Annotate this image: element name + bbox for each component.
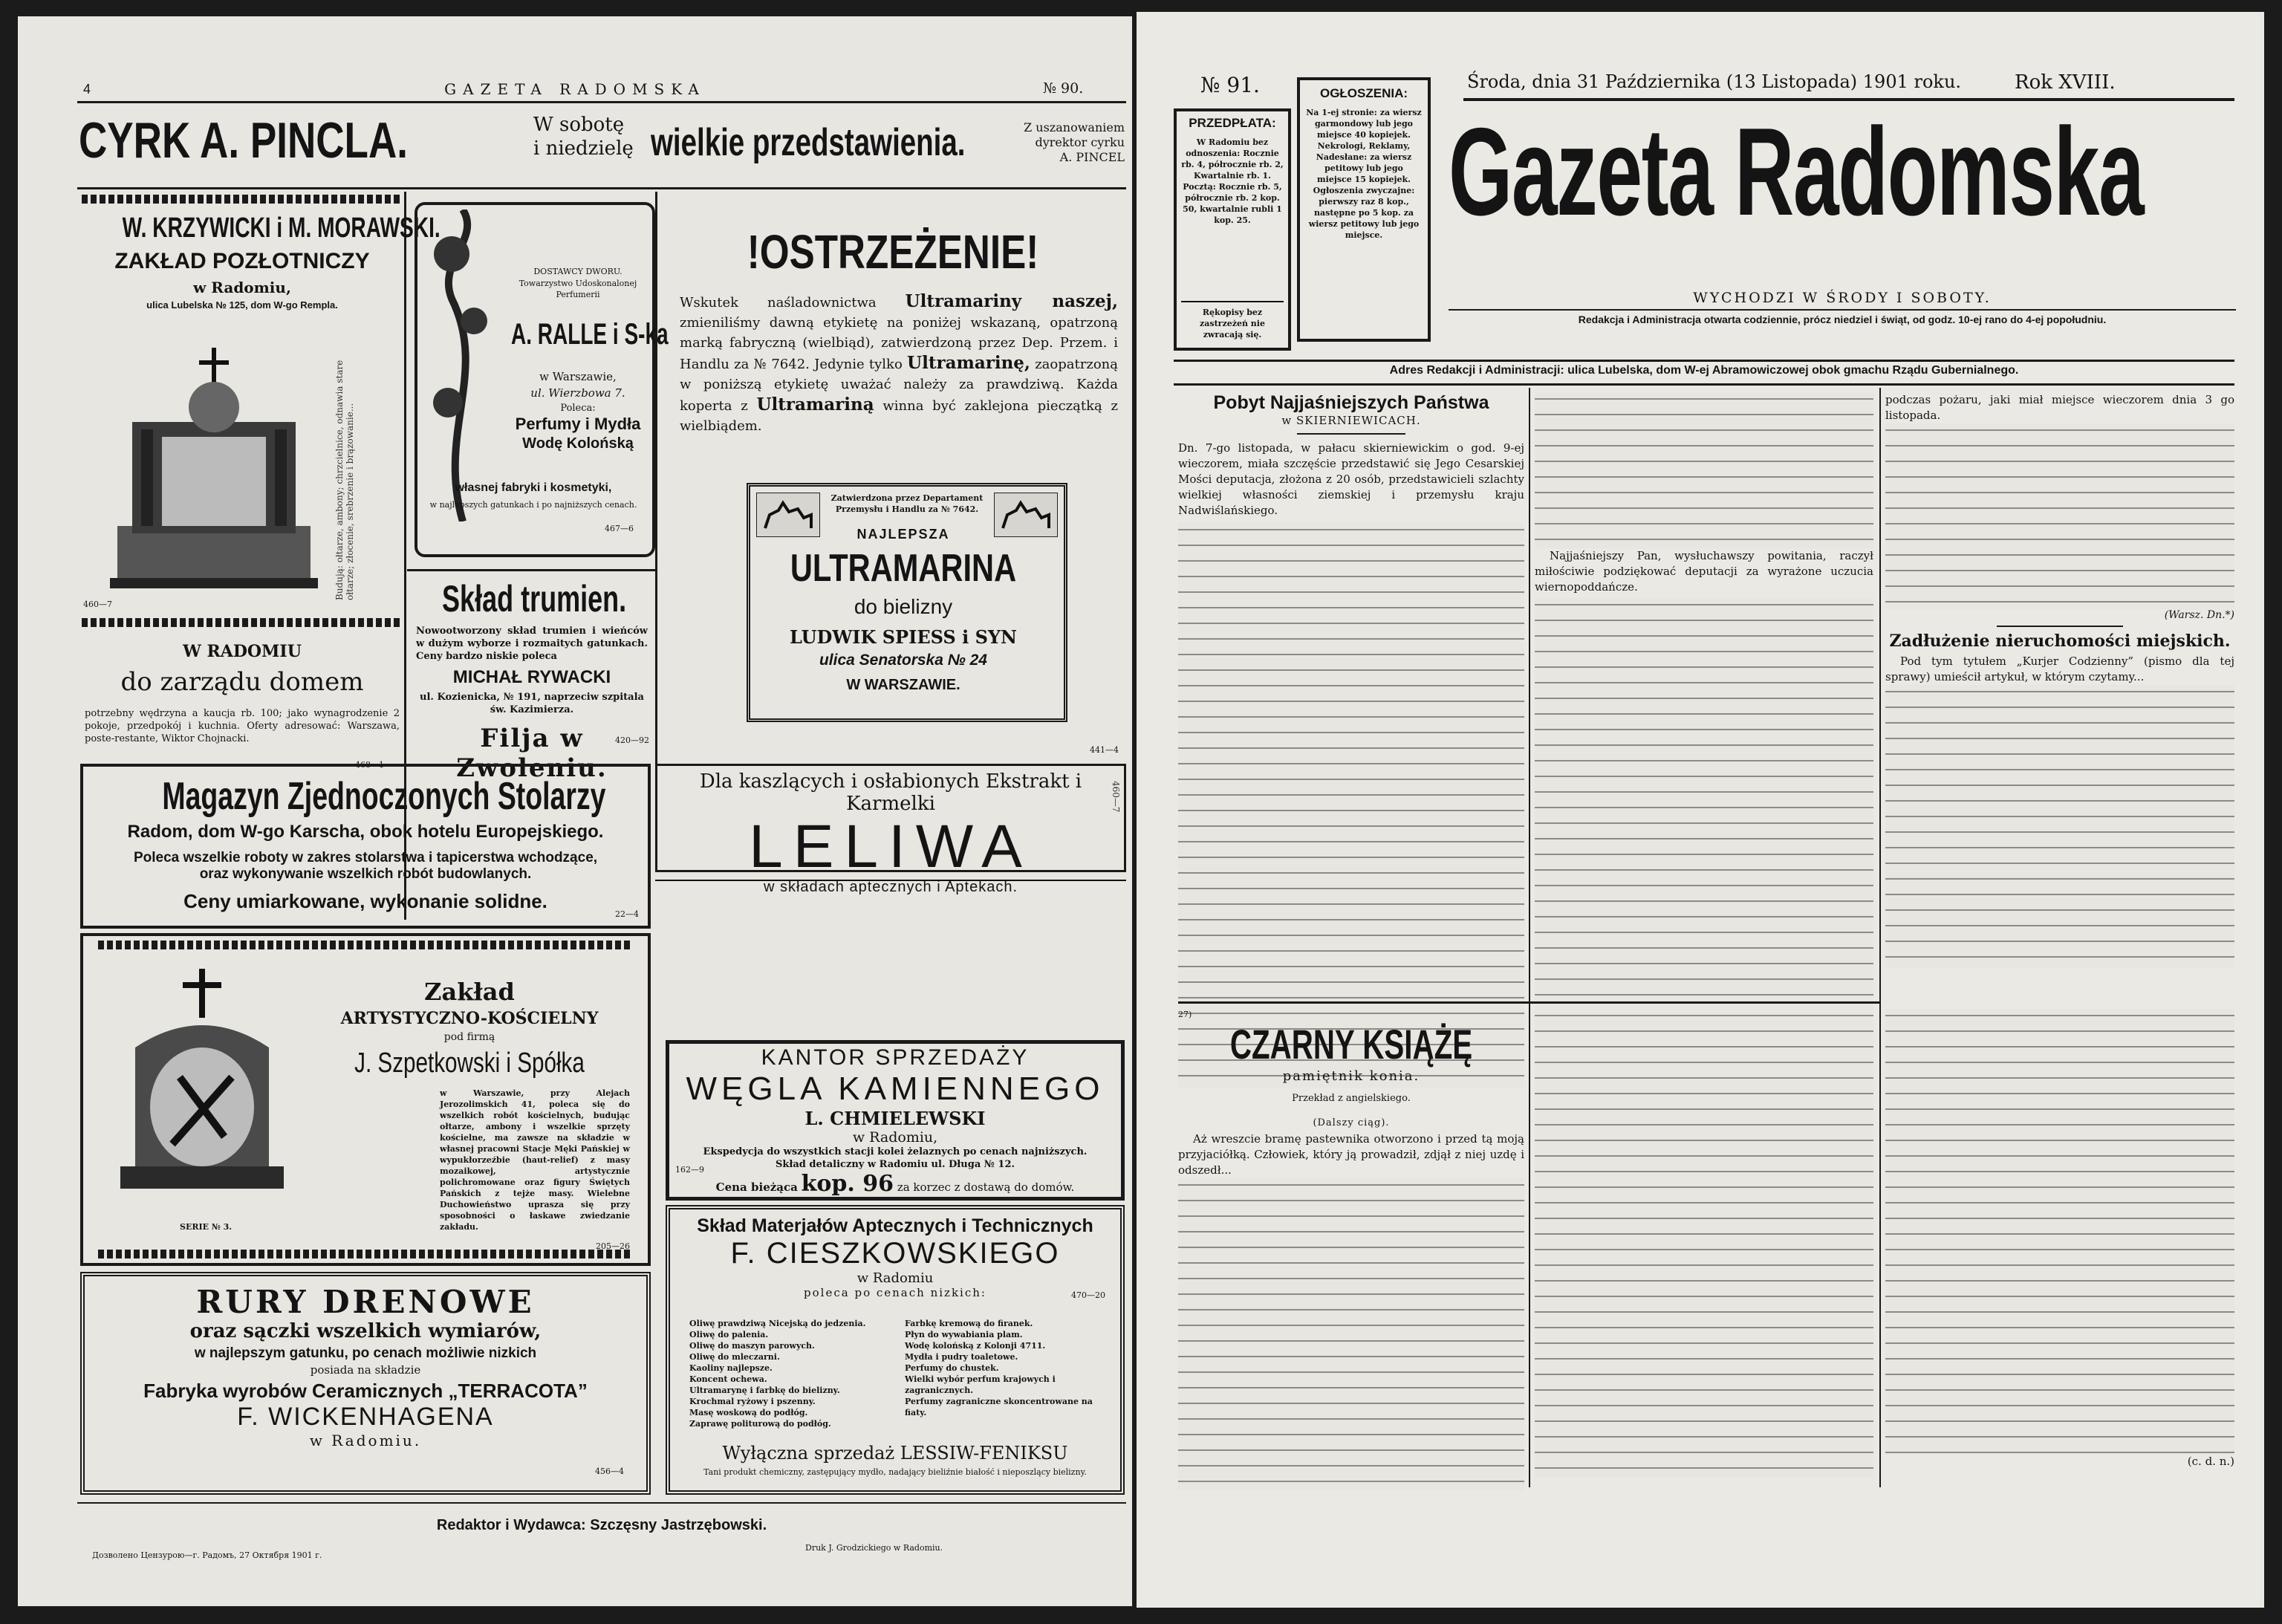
cieszkowski-item: Wielki wybór perfum krajowych i zagranicznych. (905, 1374, 1056, 1395)
krzywicki-address: ulica Lubelska № 125, dom W-go Rempla. (146, 299, 338, 311)
col3-text-continued (1885, 423, 2234, 609)
cieszkowski-item: Masę woskową do podłóg. (689, 1408, 808, 1417)
leliwa-ref: 460—7 (1111, 781, 1121, 813)
cieszkowski-item: Krochmal ryżowy i pszenny. (689, 1397, 816, 1406)
ostrzezenie-title: !OSTRZEŻENIE! (747, 225, 1039, 279)
cyrk-shows: wielkie przedstawienia. (651, 121, 966, 164)
cieszkowski-foot2: Tani produkt chemiczny, zastępujący mydło, nadający bieliźnie białość i nieposzlący bielizny. (703, 1467, 1087, 1477)
ostrzezenie-body (680, 291, 1118, 436)
ziemba-prices (655, 880, 1126, 881)
ziemba-ad (655, 875, 1126, 1036)
right-page (1137, 12, 2264, 1608)
prenumerata-body: W Radomiu bez odnoszenia: Rocznie rb. 4, półrocznie rb. 2, Kwartalnie rb. 1. Pocztą: Rocznie rb. 5, półrocznie rb. 2 kop. 50, kwartalnie rubli 1 kop. 25. (1181, 137, 1284, 225)
right-column (1885, 392, 2234, 967)
pobyt-title: Pobyt Najjaśniejszych Państwa (1213, 392, 1489, 413)
col3-text: podczas pożaru, jaki miał miejsce wieczorem dnia 3 go listopada. (1885, 393, 2234, 422)
krzywicki-name: W. KRZYWICKI i M. MORAWSKI. (122, 212, 441, 244)
krzywicki-city: w Radomiu, (193, 279, 291, 296)
ogloszenia-body: Na 1-ej stronie: za wiersz garmondowy lub jego miejsce 40 kopiejek. Nekrologi, Reklamy, Nadesłane: za wiersz petitowy lub jego miejsce 15 kopiejek. Ogłoszenia zwyczajne: pierwszy raz 8 kop., następne po 5 kop. za wiersz petitowy lub jego miejsce. (1306, 108, 1422, 240)
label-approval: Zatwierdzona przez Departament Przemysłu i Handlu za № 7642. (830, 493, 984, 514)
leliwa-top: Dla kaszlących i osłabionych Ekstrakt i Karmelki (699, 770, 1082, 815)
printer-line: Druk J. Grodzickiego w Radomiu. (805, 1543, 943, 1553)
domem-body: potrzebny wędrzyna a kaucja rb. 100; jako wynagrodzenie 2 pokoje, przedpokój i kuchnia. Oferty adresować: Warszawa, poste-restante, Wiktor Chojnacki. (85, 708, 400, 744)
editorial-address: Adres Redakcji i Administracji: ulica Lubelska, dom W-ej Abramowiczowej obok gmachu Rządu Gubernialnego. (1389, 364, 2019, 377)
magazyn-prices: Ceny umiarkowane, wykonanie solidne. (183, 890, 547, 912)
pobyt-text: Dn. 7-go listopada, w pałacu skierniewickim o god. 9-ej wieczorem, miała szczęście przedstawić się Jego Cesarskiej Mości deputacja, złożona z 20 osób, przedstawicieli szlachty wielkiej własności ziemskiej i przemysłu kraju Nadwiślańskiego. (1178, 441, 1524, 517)
ostrzezenie-ad (655, 192, 1126, 764)
kantor-price-line (669, 1171, 1121, 1197)
col2-italic-text (1535, 392, 1873, 548)
czarny-title: CZARNY KSIĄŻĘ (1229, 1021, 1473, 1068)
altar-illustration (103, 340, 325, 593)
running-title: GAZETA RADOMSKA (444, 80, 706, 98)
magazyn-ref: 22—4 (615, 909, 639, 919)
footer-rule (77, 1502, 1126, 1504)
domem-city: W RADOMIU (183, 642, 302, 661)
ostrzezenie-highlight-3: Ultramariną (756, 394, 874, 415)
ralle-ad (407, 192, 669, 563)
czarny-col2 (1535, 1009, 1873, 1477)
rury-ref: 456—4 (595, 1467, 624, 1476)
ostrzezenie-highlight-2: Ultramarinę, (907, 353, 1030, 373)
magazyn-address: Radom, dom W-go Karscha, obok hotelu Europejskiego. (127, 822, 604, 842)
ralle-supplier: DOSTAWCY DWORU. (533, 267, 622, 276)
label-use: do bielizny (854, 595, 953, 618)
rury-factory: Fabryka wyrobów Ceramicznych „TERRACOTA” (143, 1380, 588, 1402)
pobyt-place: w SKIERNIEWICACH. (1281, 414, 1421, 427)
cieszkowski-city: w Radomiu (856, 1270, 934, 1286)
krzywicki-business: ZAKŁAD POZŁOTNICZY (114, 249, 370, 273)
kantor-coal: WĘGLA KAMIENNEGO (686, 1071, 1105, 1107)
cieszkowski-name: F. CIESZKOWSKIEGO (730, 1237, 1060, 1270)
cieszkowski-item: Wodę kolońską z Kolonji 4711. (905, 1341, 1046, 1351)
prenumerata-title: PRZEDPŁATA: (1189, 116, 1276, 130)
ralle-society: Towarzystwo Udoskonalonej Perfumerii (519, 279, 637, 299)
czarny-end: (c. d. n.) (2187, 1455, 2234, 1468)
label-city: W WARSZAWIE. (846, 677, 960, 693)
trumien-title: Skład trumien. (442, 578, 627, 620)
czarny-col3-text (1885, 1009, 2234, 1455)
ralle-water: Wodę Kolońską (522, 435, 634, 452)
leliwa-sub: w składach aptecznych i Aptekach. (763, 879, 1018, 895)
issue-number: № 91. (1200, 73, 1260, 97)
masthead-top-rule (1463, 98, 2234, 101)
ralle-street: ul. Wierzbowa 7. (530, 386, 625, 400)
header-rule (77, 101, 1126, 103)
prenumerata-note: Rękopisy bez zastrzeżeń nie zwracają się. (1181, 301, 1284, 340)
cieszkowski-item: Ultramarynę i farbkę do bielizny. (689, 1386, 840, 1395)
cieszkowski-list-right (905, 1318, 1113, 1418)
magazyn-ad (80, 764, 651, 929)
col3-signature: (Warsz. Dn.*) (2164, 609, 2234, 621)
ralle-products: Perfumy i Mydła (515, 415, 641, 433)
label-street: ulica Senatorska № 24 (819, 652, 987, 669)
office-hours: Redakcja i Administracja otwarta codziennie, prócz niedziel i świąt, od godz. 10-ej rano do 4-ej popołudniu. (1578, 314, 2107, 325)
cyrk-rule (77, 187, 1126, 189)
ralle-ref: 467—6 (605, 524, 634, 533)
cieszkowski-ad (666, 1205, 1125, 1495)
ostrzezenie-text-d: winna być zaklejona pieczątką z wielbiądem. (680, 398, 1118, 434)
ogloszenia-box (1297, 77, 1431, 342)
label-maker: LUDWIK SPIESS i SYN (790, 626, 1017, 648)
czarny-subtitle: pamiętnik konia. (1282, 1068, 1420, 1084)
cieszkowski-foot: Wyłączna sprzedaż LESSIW-FENIKSU (722, 1443, 1068, 1464)
kantor-price: kop. 96 (801, 1171, 894, 1197)
cieszkowski-item: Kaoliny najlepsze. (689, 1363, 773, 1373)
left-page (18, 16, 1132, 1606)
address-rule (1174, 383, 2234, 386)
szpetkowski-ad (80, 933, 651, 1266)
column-rule-1 (1529, 388, 1530, 1487)
czarny-translation: Przekład z angielskiego. (1292, 1093, 1411, 1104)
cieszkowski-item: Perfumy zagraniczne skoncentrowane na fiaty. (905, 1397, 1093, 1417)
czarny-continued: (Dalszy ciąg). (1313, 1117, 1390, 1128)
czarny-text: Aż wreszcie bramę pastewnika otworzono i przed tą moją przyjaciółką. Człowiek, który ją prowadził, zdjął z niej uzdę i odszedł... (1178, 1132, 1524, 1177)
cieszkowski-item: Zaprawę politurową do podłóg. (689, 1419, 831, 1429)
magazyn-title: Magazyn Zjednoczonych Stolarzy (162, 775, 606, 818)
czarny-text-continued (1178, 1178, 1524, 1490)
pobyt-article (1178, 389, 1524, 1088)
publication-frequency: WYCHODZI W ŚRODY I SOBOTY. (1693, 290, 1992, 306)
cieszkowski-title: Skład Materjałów Aptecznych i Technicznych (697, 1215, 1093, 1236)
cyrk-signature: Z uszanowaniem dyrektor cyrku A. PINCEL (1024, 120, 1125, 164)
cieszkowski-item: Oliwę prawdziwą Nicejską do jedzenia. (689, 1319, 866, 1328)
issue-number: № 90. (1043, 80, 1084, 97)
cieszkowski-item: Oliwę do mleczarni. (689, 1352, 780, 1362)
censor-line: Дозволено Цензурою—г. Радомъ, 27 Октября 1901 г. (92, 1550, 322, 1560)
ralle-own: własnej fabryki i kosmetyki, (455, 481, 612, 494)
trumien-branch: Filja w Zwoleniu. (456, 724, 608, 783)
zadluzenie-text-continued (1885, 685, 2234, 967)
cieszkowski-item: Płyn do wywabiania plam. (905, 1330, 1023, 1339)
trumien-owner: MICHAŁ RYWACKI (452, 667, 611, 687)
czarny-col3 (1885, 1009, 2234, 1468)
rury-sub: oraz sączki wszelkich wymiarów, (189, 1320, 542, 1342)
pobyt-article-col2 (1535, 392, 1873, 1059)
domem-title: do zarządu domem (120, 667, 364, 697)
kantor-city: w Radomiu, (852, 1129, 938, 1146)
leliwa-name: LELIWA (749, 813, 1033, 880)
czarny-ksiaze-article (1178, 1009, 1524, 1490)
cieszkowski-item: Oliwę do maszyn parowych. (689, 1341, 815, 1351)
rury-quality: w najlepszym gatunku, po cenach możliwie nizkich (194, 1345, 537, 1361)
szpetkowski-ref: 205—26 (596, 1241, 630, 1251)
ostrzezenie-ref: 441—4 (1090, 745, 1119, 755)
ogloszenia-title: OGŁOSZENIA: (1319, 86, 1408, 100)
prenumerata-box (1174, 108, 1291, 351)
kantor-body: Ekspedycja do wszystkich stacji kolei żelaznych po cenach najniższych. (703, 1146, 1088, 1157)
szpetkowski-firm: pod firmą (443, 1031, 495, 1043)
kantor-ref: 162—9 (675, 1165, 704, 1175)
ultramarina-label (747, 483, 1067, 722)
pobyt-divider (1297, 433, 1405, 435)
dateline: Środa, dnia 31 Października (13 Listopada) 1901 roku. (1467, 71, 1962, 92)
column-rule-2 (1879, 388, 1881, 1487)
zadluzenie-text: Pod tym tytułem „Kurjer Codzienny” (pismo dla tej sprawy) umieścił artykuł, w którym czytamy... (1885, 655, 2234, 683)
cieszkowski-list-left (689, 1318, 890, 1429)
cieszkowski-item: Farbkę kremową do firanek. (905, 1319, 1033, 1328)
szpetkowski-title: Zakład (424, 978, 515, 1006)
ostrzezenie-text-c: zaopatrzoną w poniższą etykietę uważać należy za prawdziwą. Każda koperta z (680, 357, 1118, 414)
kantor-shop: Skład detaliczny w Radomiu ul. Długa № 12. (775, 1159, 1015, 1170)
trumien-body: Nowootworzony skład trumien i wieńców w dużym wyborze i rozmaitych gatunkach. Ceny bardzo niskie poleca (416, 626, 648, 662)
cieszkowski-ref: 470—20 (1071, 1290, 1105, 1300)
ostrzezenie-text-a: Wskutek naśladownictwa (680, 295, 877, 311)
kantor-title: KANTOR SPRZEDAŻY (761, 1045, 1030, 1070)
newspaper-title: Gazeta Radomska (1449, 102, 2144, 241)
ralle-quality: w najlepszych gatunkach i po najniższych cenach. (429, 500, 637, 510)
magazyn-offer: Poleca wszelkie roboty w zakres stolarstwa i tapicerstwa wchodzące, oraz wykonywanie wszelkich robót budowlanych. (133, 850, 598, 882)
zadluzenie-title: Zadłużenie nieruchomości miejskich. (1889, 631, 2231, 651)
stations-of-cross-illustration (105, 966, 299, 1204)
kantor-price-tail: za korzec z dostawą do domów. (897, 1180, 1075, 1194)
masthead-rule (1449, 309, 2236, 311)
cieszkowski-item: Perfumy do chustek. (905, 1363, 999, 1373)
col2-text-continued (1535, 598, 1873, 1059)
editor-line: Redaktor i Wydawca: Szczęsny Jastrzębowski. (436, 1517, 767, 1533)
cieszkowski-item: Koncent ochewa. (689, 1374, 767, 1384)
ostrzezenie-highlight-1: Ultramariny naszej, (905, 291, 1118, 311)
trumien-address: ul. Kozienicka, № 191, naprzeciw szpitala św. Kazimierza. (420, 692, 644, 715)
ralle-city: w Warszawie, (539, 370, 617, 383)
krzywicki-side-text: Budują: ołtarze, ambony; chrzcielnice, odnawia stare ołtarze; złocenie, srebrzenie i brązowanie... (334, 360, 355, 600)
szpetkowski-kind: ARTYSTYCZNO-KOŚCIELNY (340, 1009, 599, 1028)
ralle-name: A. RALLE i S-ka (511, 318, 669, 351)
ralle-flower-illustration (422, 210, 504, 522)
label-product: ULTRAMARINA (790, 547, 1017, 590)
col2-text: Najjaśniejszy Pan, wysłuchawszy powitania, raczył miłościwie podziękować deputacji za wyrażone uczucia wiernopoddańcze. (1535, 549, 1873, 594)
cieszkowski-item: Oliwę do palenia. (689, 1330, 769, 1339)
czarny-num: 27) (1178, 1010, 1192, 1019)
czarny-col2-text (1535, 1009, 1873, 1477)
ralle-poleca: Poleca: (560, 403, 596, 414)
ostrzezenie-text-b: zmieniliśmy dawną etykietę na poniżej wskazaną, opatrzoną marką fabryczną (wielbiąd), zatwierdzoną przez Dep. Przem. i Handlu za № 7642. Jedynie tylko (680, 315, 1118, 372)
trumien-ref: 420—92 (615, 735, 649, 745)
rury-title: RURY DRENOWE (196, 1284, 535, 1320)
col3-divider (1997, 626, 2123, 627)
kantor-price-label: Cena bieżąca (715, 1180, 798, 1194)
szpetkowski-series: SERIE № 3. (180, 1222, 233, 1232)
szpetkowski-body: w Warszawie, przy Alejach Jerozolimskich 41, poleca się do wszelkich robót kościelnych, budując ołtarze, ambony i wszelkie sprzęty kościelne, ma zawsze na składzie w własnej pracowni Stacje Męki Pańskiej w wypukłorzeźbie (haut-relief) z masy mozaikowej, artystycznie polichromowane oraz figury Świętych Pańskich z tejże masy. Wielebne Duchowieństwo uprasza się przy sposobności o łaskawe zwiedzanie zakładu. (440, 1088, 630, 1232)
domem-ref: 468—1 (355, 760, 384, 770)
rury-owner: F. WICKENHAGENA (237, 1403, 494, 1431)
masthead-bottom-rule (1174, 360, 2234, 362)
rury-ad (80, 1272, 651, 1495)
cyrk-days: W sobotę i niedzielę (533, 114, 634, 160)
year-label: Rok XVIII. (2015, 71, 2116, 94)
cyrk-title: CYRK A. PINCLA. (79, 112, 409, 169)
cieszkowski-item: Mydła i pudry toaletowe. (905, 1352, 1018, 1362)
kantor-owner: L. CHMIELEWSKI (804, 1108, 986, 1129)
cieszkowski-recommend: poleca po cenach nizkich: (804, 1286, 986, 1299)
rury-store: posiada na składzie (310, 1363, 421, 1377)
krzywicki-ref: 460—7 (83, 600, 112, 609)
label-best: NAJLEPSZA (856, 527, 950, 542)
szpetkowski-name: J. Szpetkowski i Spółka (354, 1048, 585, 1079)
rury-city: w Radomiu. (309, 1432, 422, 1449)
kantor-ad (666, 1040, 1125, 1201)
page-number: 4 (83, 82, 91, 97)
leliwa-ad (655, 764, 1126, 895)
feuilleton-rule (1178, 1001, 1879, 1004)
